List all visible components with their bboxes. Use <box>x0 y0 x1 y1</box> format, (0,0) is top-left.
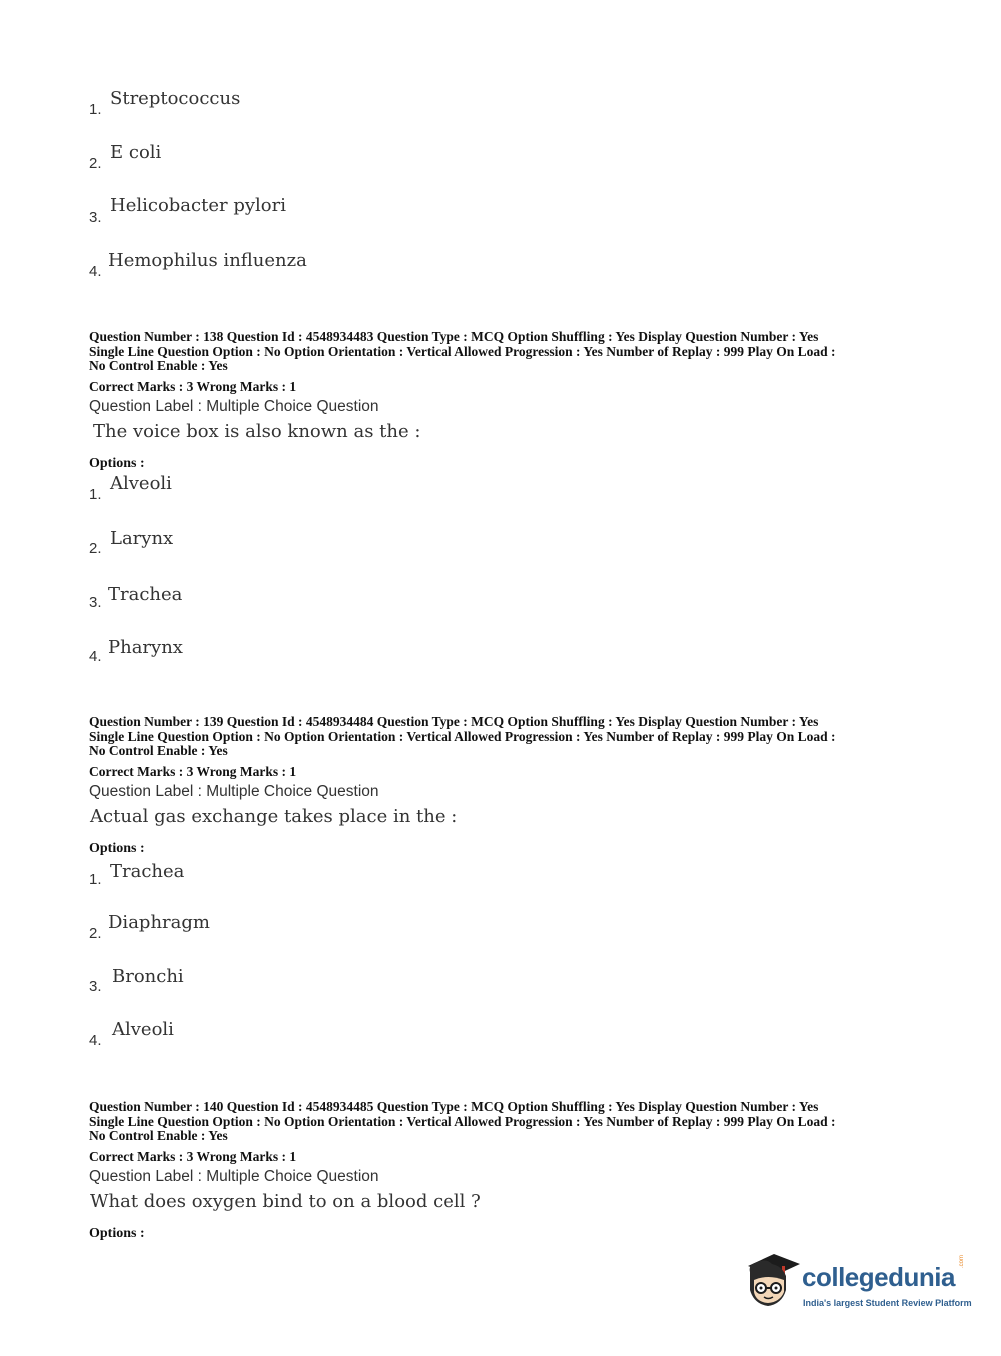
question-marks: Correct Marks : 3 Wrong Marks : 1 <box>89 1149 297 1164</box>
option-text: Trachea <box>108 584 183 605</box>
question-label: Question Label : Multiple Choice Question <box>89 783 379 800</box>
option-text: Alveoli <box>110 473 172 494</box>
question-text: What does oxygen bind to on a blood cell ? <box>90 1191 481 1212</box>
logo-com: .com <box>959 1254 965 1268</box>
option-number: 2. <box>89 540 102 557</box>
logo-wordmark: collegedunia <box>802 1262 955 1292</box>
logo-tagline: India's largest Student Review Platform <box>803 1298 972 1308</box>
option-text: Trachea <box>110 861 185 882</box>
question-meta-line: Single Line Question Option : No Option Orientation : Vertical Allowed Progression : Yes Number of Replay : 999 Play On Load : <box>89 729 836 744</box>
option-text: Streptococcus <box>110 88 241 109</box>
collegedunia-logo[interactable] <box>742 1248 972 1318</box>
mascot-icon <box>742 1250 800 1312</box>
option-text: E coli <box>110 142 162 163</box>
option-text: Diaphragm <box>108 912 210 933</box>
question-meta-line: Single Line Question Option : No Option Orientation : Vertical Allowed Progression : Yes Number of Replay : 999 Play On Load : <box>89 1114 836 1129</box>
option-number: 3. <box>89 209 102 226</box>
option-text: Pharynx <box>108 637 183 658</box>
option-number: 4. <box>89 1032 102 1049</box>
options-heading: Options : <box>89 1226 145 1241</box>
question-marks: Correct Marks : 3 Wrong Marks : 1 <box>89 764 297 779</box>
option-number: 2. <box>89 155 102 172</box>
question-meta-line: Question Number : 139 Question Id : 4548934484 Question Type : MCQ Option Shuffling : Yes Display Question Number : Yes <box>89 714 819 729</box>
question-marks: Correct Marks : 3 Wrong Marks : 1 <box>89 379 297 394</box>
question-meta-line: Question Number : 138 Question Id : 4548934483 Question Type : MCQ Option Shuffling : Yes Display Question Number : Yes <box>89 329 819 344</box>
question-meta-line: No Control Enable : Yes <box>89 1128 228 1143</box>
question-meta-line: Question Number : 140 Question Id : 4548934485 Question Type : MCQ Option Shuffling : Yes Display Question Number : Yes <box>89 1099 819 1114</box>
question-meta-line: Single Line Question Option : No Option Orientation : Vertical Allowed Progression : Yes Number of Replay : 999 Play On Load : <box>89 344 836 359</box>
option-number: 2. <box>89 925 102 942</box>
option-number: 3. <box>89 978 102 995</box>
option-text: Bronchi <box>112 966 184 987</box>
option-text: Larynx <box>110 528 174 549</box>
option-number: 3. <box>89 594 102 611</box>
option-number: 4. <box>89 263 102 280</box>
question-meta-line: No Control Enable : Yes <box>89 743 228 758</box>
question-meta-line: No Control Enable : Yes <box>89 358 228 373</box>
question-label: Question Label : Multiple Choice Question <box>89 1168 379 1185</box>
option-text: Hemophilus influenza <box>108 250 307 271</box>
options-heading: Options : <box>89 841 145 856</box>
option-text: Alveoli <box>112 1019 174 1040</box>
option-number: 1. <box>89 101 102 118</box>
options-heading: Options : <box>89 456 145 471</box>
option-number: 4. <box>89 648 102 665</box>
option-text: Helicobacter pylori <box>110 195 286 216</box>
question-text: The voice box is also known as the : <box>93 421 421 442</box>
option-number: 1. <box>89 871 102 888</box>
option-number: 1. <box>89 486 102 503</box>
question-label: Question Label : Multiple Choice Question <box>89 398 379 415</box>
question-text: Actual gas exchange takes place in the : <box>90 806 458 827</box>
